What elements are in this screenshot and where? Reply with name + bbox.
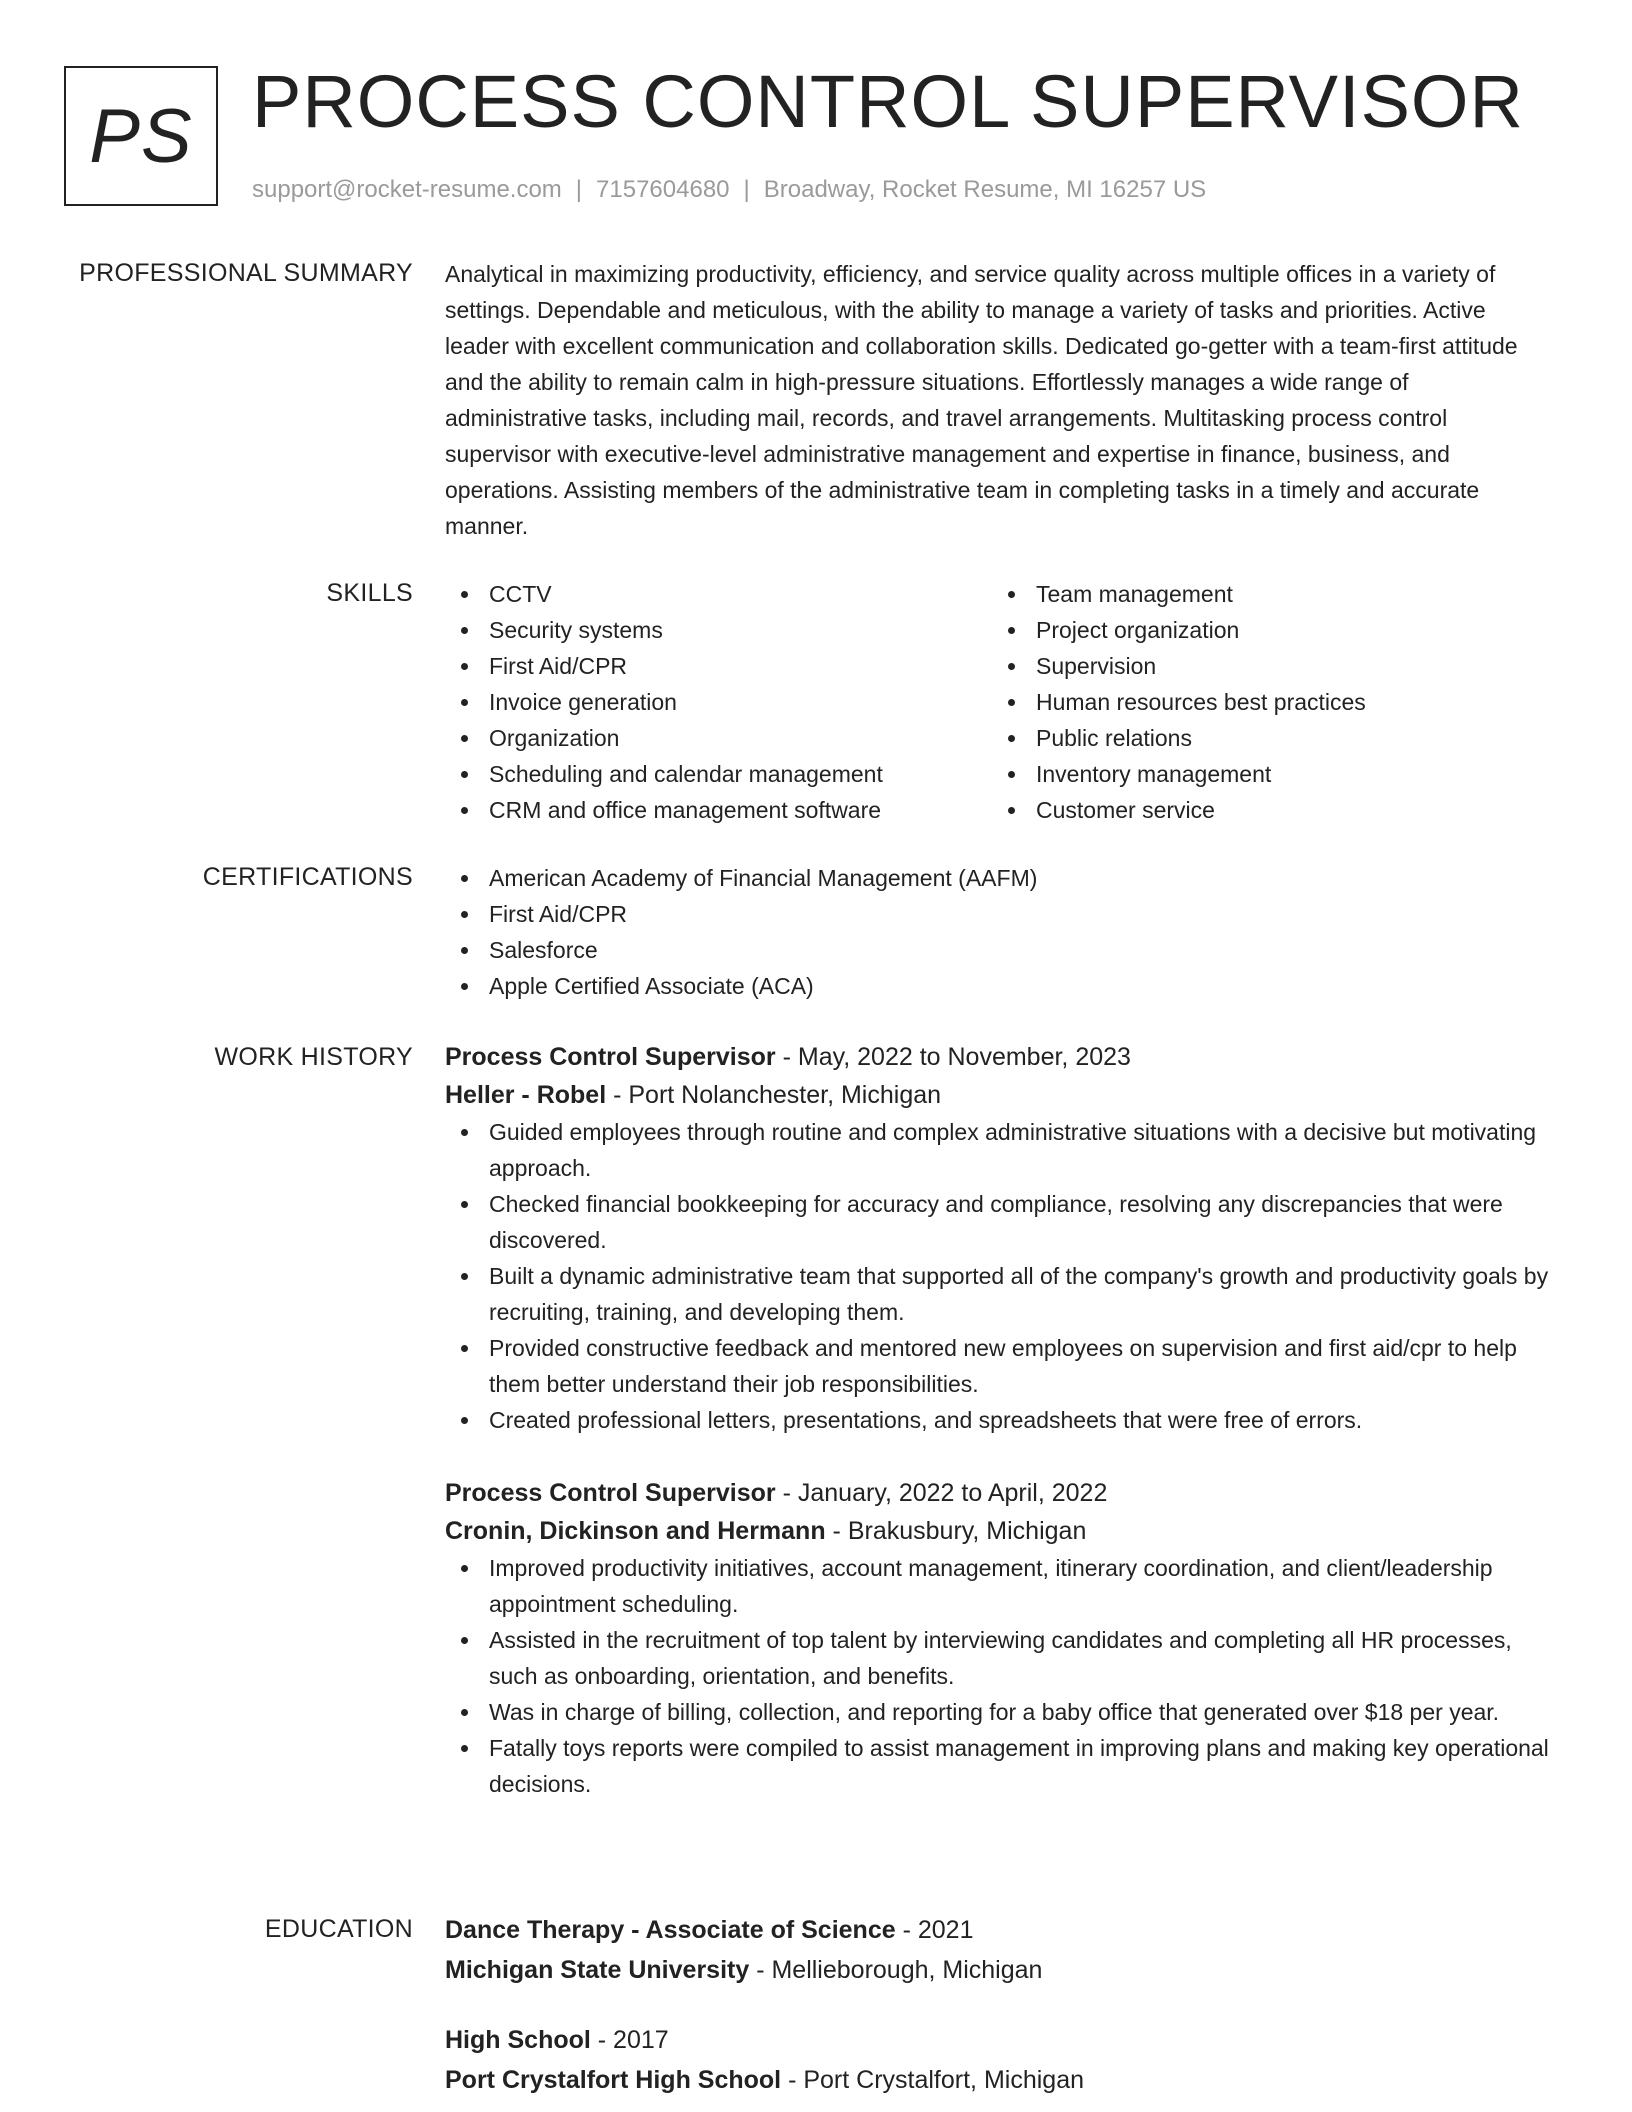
certifications-list — [445, 860, 1555, 1004]
skills-list-left — [445, 576, 992, 828]
job-title-line — [445, 1038, 1555, 1076]
job-bullet-list — [445, 1550, 1555, 1802]
job-entry — [445, 1038, 1555, 1438]
job-location: - Brakusbury, Michigan — [825, 1517, 1087, 1545]
monogram-initials: PS — [89, 93, 193, 179]
job-title: Process Control Supervisor — [445, 1043, 776, 1071]
section-label-certifications: CERTIFICATIONS — [202, 863, 413, 891]
job-bullet: Created professional letters, presentations, and spreadsheets that were free of errors. — [445, 1402, 1555, 1438]
section-label-summary: PROFESSIONAL SUMMARY — [79, 259, 413, 287]
skill-item: Human resources best practices — [992, 684, 1539, 720]
education-degree: High School — [445, 2026, 591, 2054]
education-entry — [445, 2020, 1555, 2100]
education-degree-line — [445, 1910, 1555, 1950]
certification-item: Salesforce — [445, 932, 1555, 968]
education-location: - Mellieborough, Michigan — [749, 1956, 1043, 1984]
job-dates: - January, 2022 to April, 2022 — [775, 1479, 1108, 1507]
work-history-body — [445, 1038, 1555, 1802]
skill-item: Supervision — [992, 648, 1539, 684]
job-company: Heller - Robel — [445, 1081, 607, 1109]
education-location: - Port Crystalfort, Michigan — [781, 2066, 1084, 2094]
skill-item: Project organization — [992, 612, 1539, 648]
education-degree: Dance Therapy - Associate of Science — [445, 1916, 896, 1944]
skill-item: CCTV — [445, 576, 992, 612]
section-label-work-history: WORK HISTORY — [214, 1043, 413, 1071]
education-school: Michigan State University — [445, 1956, 750, 1984]
skills-list-right — [992, 576, 1539, 828]
job-bullet: Guided employees through routine and complex administrative situations with a decisive but motivating approach. — [445, 1114, 1555, 1186]
job-bullet-list — [445, 1114, 1555, 1438]
skill-item: Scheduling and calendar management — [445, 756, 992, 792]
job-bullet: Improved productivity initiatives, account management, itinerary coordination, and client/leadership appointment scheduling. — [445, 1550, 1555, 1622]
skill-item: First Aid/CPR — [445, 648, 992, 684]
job-bullet: Fatally toys reports were compiled to assist management in improving plans and making key operational decisions. — [445, 1730, 1555, 1802]
education-school: Port Crystalfort High School — [445, 2066, 782, 2094]
contact-email: support@rocket-resume.com — [252, 176, 562, 203]
job-entry — [445, 1474, 1555, 1802]
job-title: Process Control Supervisor — [445, 1479, 776, 1507]
job-company: Cronin, Dickinson and Hermann — [445, 1517, 826, 1545]
skill-item: Inventory management — [992, 756, 1539, 792]
job-company-line — [445, 1076, 1555, 1114]
monogram-box — [64, 66, 218, 206]
contact-separator: | — [575, 176, 583, 203]
education-entry — [445, 1910, 1555, 1990]
skill-item: Customer service — [992, 792, 1539, 828]
page-title: PROCESS CONTROL SUPERVISOR — [252, 60, 1524, 143]
section-label-skills: SKILLS — [326, 579, 413, 607]
job-bullet: Was in charge of billing, collection, and reporting for a baby office that generated over $18 per year. — [445, 1694, 1555, 1730]
education-year: - 2021 — [895, 1916, 974, 1944]
contact-address: Broadway, Rocket Resume, MI 16257 US — [763, 176, 1207, 203]
skill-item: Public relations — [992, 720, 1539, 756]
job-location: - Port Nolanchester, Michigan — [606, 1081, 942, 1109]
summary-text: Analytical in maximizing productivity, efficiency, and service quality across multiple offices in a variety of settings. Dependable and meticulous, with the ability to manage a variety of tasks and priorities. Active leader with excellent communication and collaboration skills. Dedicated go-getter with a team-first attitude and the ability to remain calm in high-pressure situations. Effortlessly manages a wide range of administrative tasks, including mail, records, and travel arrangements. Multitasking process control supervisor with executive-level administrative management and expertise in finance, business, and operations. Assisting members of the administrative team in completing tasks in a timely and accurate manner. — [445, 261, 1518, 539]
certification-item: Apple Certified Associate (ACA) — [445, 968, 1555, 1004]
certification-item: American Academy of Financial Management (AAFM) — [445, 860, 1555, 896]
education-school-line — [445, 2060, 1555, 2100]
skill-item: CRM and office management software — [445, 792, 992, 828]
education-degree-line — [445, 2020, 1555, 2060]
skill-item: Organization — [445, 720, 992, 756]
skills-body — [445, 576, 1555, 828]
contact-phone: 7157604680 — [596, 176, 730, 203]
skill-item: Security systems — [445, 612, 992, 648]
contact-line — [252, 174, 1206, 206]
education-body — [445, 1910, 1555, 2100]
education-school-line — [445, 1950, 1555, 1990]
job-company-line — [445, 1512, 1555, 1550]
skill-item: Invoice generation — [445, 684, 992, 720]
summary-body — [445, 256, 1555, 544]
job-bullet: Checked financial bookkeeping for accuracy and compliance, resolving any discrepancies that were discovered. — [445, 1186, 1555, 1258]
skill-item: Team management — [992, 576, 1539, 612]
education-year: - 2017 — [590, 2026, 669, 2054]
certifications-body — [445, 860, 1555, 1004]
job-title-line — [445, 1474, 1555, 1512]
certification-item: First Aid/CPR — [445, 896, 1555, 932]
job-bullet: Provided constructive feedback and mentored new employees on supervision and first aid/cpr to help them better understand their job responsibilities. — [445, 1330, 1555, 1402]
job-bullet: Assisted in the recruitment of top talent by interviewing candidates and completing all HR processes, such as onboarding, orientation, and benefits. — [445, 1622, 1555, 1694]
section-label-education: EDUCATION — [264, 1915, 413, 1943]
contact-separator: | — [743, 176, 750, 203]
job-dates: - May, 2022 to November, 2023 — [775, 1043, 1131, 1071]
job-bullet: Built a dynamic administrative team that supported all of the company's growth and productivity goals by recruiting, training, and developing them. — [445, 1258, 1555, 1330]
